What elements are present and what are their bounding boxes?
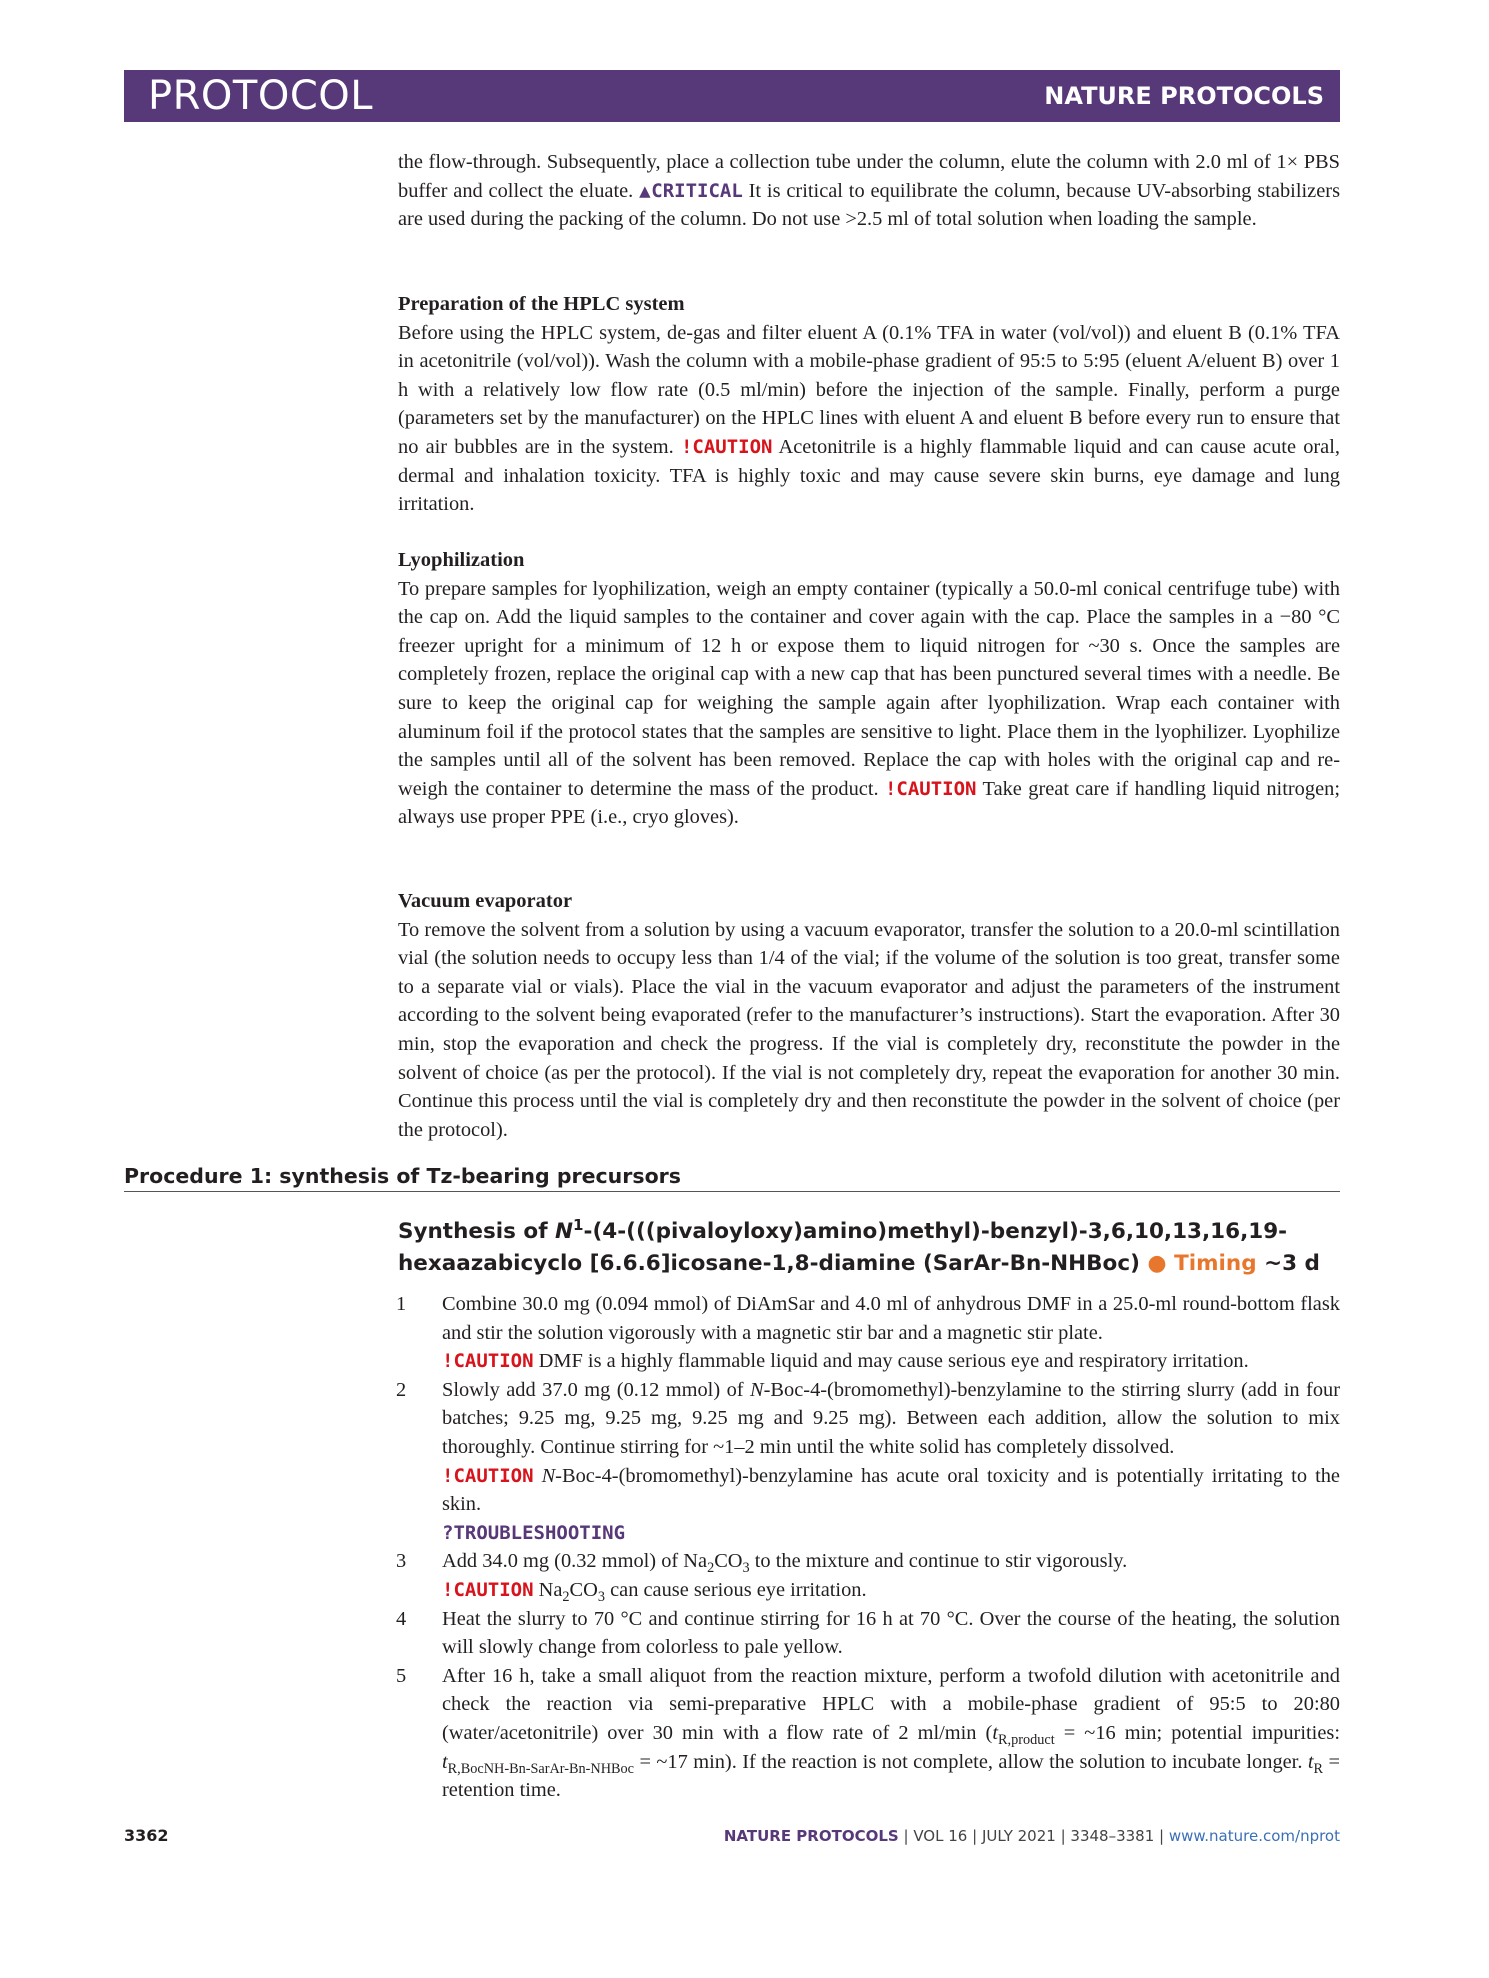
intro-paragraph: the flow-through. Subsequently, place a collection tube under the column, elute the column with 2.0 ml of 1× PBS buffer and collect the eluate. ▲CRITICAL It is critical to equilibrate the column, because UV-absorbing stabilizers are used during the packing of the column. Do not use >2.5 ml of total solution when loading the sample.	[398, 151, 1341, 231]
journal-label: NATURE PROTOCOLS	[1044, 82, 1324, 110]
step-5: 5 After 16 h, take a small aliquot from the reaction mixture, perform a twofold dilution with acetonitrile and check the reaction via semi-preparative HPLC with a mobile-phase gradient of 95:5 to 20:80 (water/acetonitrile) over 30 min with a flow rate of 2 ml/min ($t_{R,product}$ = ~16 min; potential impurities: $t_{R,BocNH-Bn-SarAr-Bn-NHBoc}$ = ~17 min). If the reaction is not complete, allow the solution to incubate longer. $t_R$ = retention time.	[396, 1662, 1340, 1805]
synthesis-title: Synthesis of $N^1-(4-(((pivaloyloxy)amino)methyl)-benzyl)-3,6,10,13,16,19$-hexaazabicyclo [6.6.6]icosane-1,8-diamine (SarAr-Bn-NHBoc) ● Timing ~3 d	[398, 1215, 1320, 1276]
intro-section	[398, 148, 1340, 234]
vacuum-section	[398, 887, 1340, 1144]
step-number: 5	[396, 1664, 407, 1687]
caution-tag: !CAUTION	[680, 435, 773, 458]
procedure-steps	[396, 1290, 1340, 1805]
step-number: 4	[396, 1607, 407, 1630]
procedure-heading: Procedure 1: synthesis of Tz-bearing precursors	[124, 1164, 1340, 1192]
lyophilization-heading: Lyophilization	[398, 549, 525, 571]
troubleshooting-tag[interactable]: ?TROUBLESHOOTING	[442, 1521, 626, 1544]
lyophilization-paragraph: To prepare samples for lyophilization, weigh an empty container (typically a 50.0-ml conical centrifuge tube) with the cap on. Add the liquid samples to the container and cover again with the cap. Place the samples in a −80 °C freezer upright for a minimum of 12 h or expose them to liquid nitrogen for ~30 s. Once the samples are completely frozen, replace the original cap with a new cap that has been punctured several times with a needle. Be sure to keep the original cap for weighing the sample again after lyophilization. Wrap each container with aluminum foil if the protocol states that the samples are sensitive to light. Place them in the lyophilizer. Lyophilize the samples until all of the solvent has been removed. Replace the cap with holes with the original cap and re-weigh the container to determine the mass of the product. !CAUTION Take great care if handling liquid nitrogen; always use proper PPE (i.e., cryo gloves).	[398, 577, 1340, 829]
lyophilization-section	[398, 546, 1340, 832]
timing-label: Timing	[1166, 1251, 1265, 1276]
caution-tag: !CAUTION	[442, 1464, 534, 1487]
step-4: 4 Heat the slurry to 70 °C and continue stirring for 16 h at 70 °C. Over the course of the heating, the solution will slowly change from colorless to pale yellow.	[396, 1605, 1340, 1662]
hplc-heading: Preparation of the HPLC system	[398, 293, 685, 315]
step-number: 2	[396, 1378, 407, 1401]
timing-icon: ●	[1147, 1251, 1167, 1276]
hplc-section	[398, 290, 1340, 519]
step-3: 3 Add 34.0 mg (0.32 mmol) of $Na_2CO_3$ to the mixture and continue to stir vigorously. !CAUTION $Na_2CO_3$ can cause serious eye irritation.	[396, 1547, 1340, 1604]
page-number: 3362	[124, 1826, 169, 1845]
citation: NATURE PROTOCOLS | VOL 16 | JULY 2021 | 3348–3381 | www.nature.com/nprot	[723, 1827, 1340, 1845]
vacuum-heading: Vacuum evaporator	[398, 890, 573, 912]
caution-tag: !CAUTION	[442, 1350, 534, 1373]
header-bar	[124, 70, 1340, 122]
step-1: 1 Combine 30.0 mg (0.094 mmol) of DiAmSar and 4.0 ml of anhydrous DMF in a 25.0-ml round-bottom flask and stir the solution vigorously with a magnetic stir bar and a magnetic stir plate. !CAUTION DMF is a highly flammable liquid and may cause serious eye and respiratory irritation.	[396, 1290, 1340, 1376]
critical-tag: ▲CRITICAL	[639, 179, 743, 202]
step-2: 2 Slowly add 37.0 mg (0.12 mmol) of N-Boc-4-(bromomethyl)-benzylamine to the stirring slurry (add in four batches; 9.25 mg, 9.25 mg, 9.25 mg and 9.25 mg). Between each addition, allow the solution to mix thoroughly. Continue stirring for ~1–2 min until the white solid has completely dissolved. !CAUTION N-Boc-4-(bromomethyl)-benzylamine has acute oral toxicity and is potentially irritating to the skin. ?TROUBLESHOOTING	[396, 1376, 1340, 1548]
caution-tag: !CAUTION	[884, 777, 977, 800]
journal-link[interactable]: www.nature.com/nprot	[1168, 1827, 1340, 1845]
page-footer	[124, 1826, 1340, 1845]
caution-tag: !CAUTION	[442, 1578, 534, 1601]
step-number: 3	[396, 1550, 407, 1573]
hplc-paragraph: Before using the HPLC system, de-gas and filter eluent A (0.1% TFA in water (vol/vol)) and eluent B (0.1% TFA in acetonitrile (vol/vol)). Wash the column with a mobile-phase gradient of 95:5 to 5:95 (eluent A/eluent B) over 1 h with a relatively low flow rate (0.5 ml/min) before the injection of the sample. Finally, perform a purge (parameters set by the manufacturer) on the HPLC lines with eluent A and eluent B before every run to ensure that no air bubbles are in the system. !CAUTION Acetonitrile is a highly flammable liquid and can cause acute oral, dermal and inhalation toxicity. TFA is highly toxic and may cause severe skin burns, eye damage and lung irritation.	[398, 321, 1340, 516]
vacuum-paragraph: To remove the solvent from a solution by using a vacuum evaporator, transfer the solution to a 20.0-ml scintillation vial (the solution needs to occupy less than 1/4 of the vial; if the volume of the solution is too great, transfer some to a separate vial or vials). Place the vial in the vacuum evaporator and adjust the parameters of the instrument according to the solvent being evaporated (refer to the manufacturer’s instructions). Start the evaporation. After 30 min, stop the evaporation and check the progress. If the vial is completely dry, reconstitute the powder in the solvent of choice (as per the protocol). If the vial is not completely dry, repeat the evaporation for another 30 min. Continue this process until the vial is completely dry and then reconstitute the powder in the solvent of choice (per the protocol).	[398, 918, 1340, 1141]
step-number: 1	[396, 1293, 407, 1315]
section-label: PROTOCOL	[148, 73, 374, 119]
timing-value: ~3 d	[1264, 1251, 1320, 1276]
